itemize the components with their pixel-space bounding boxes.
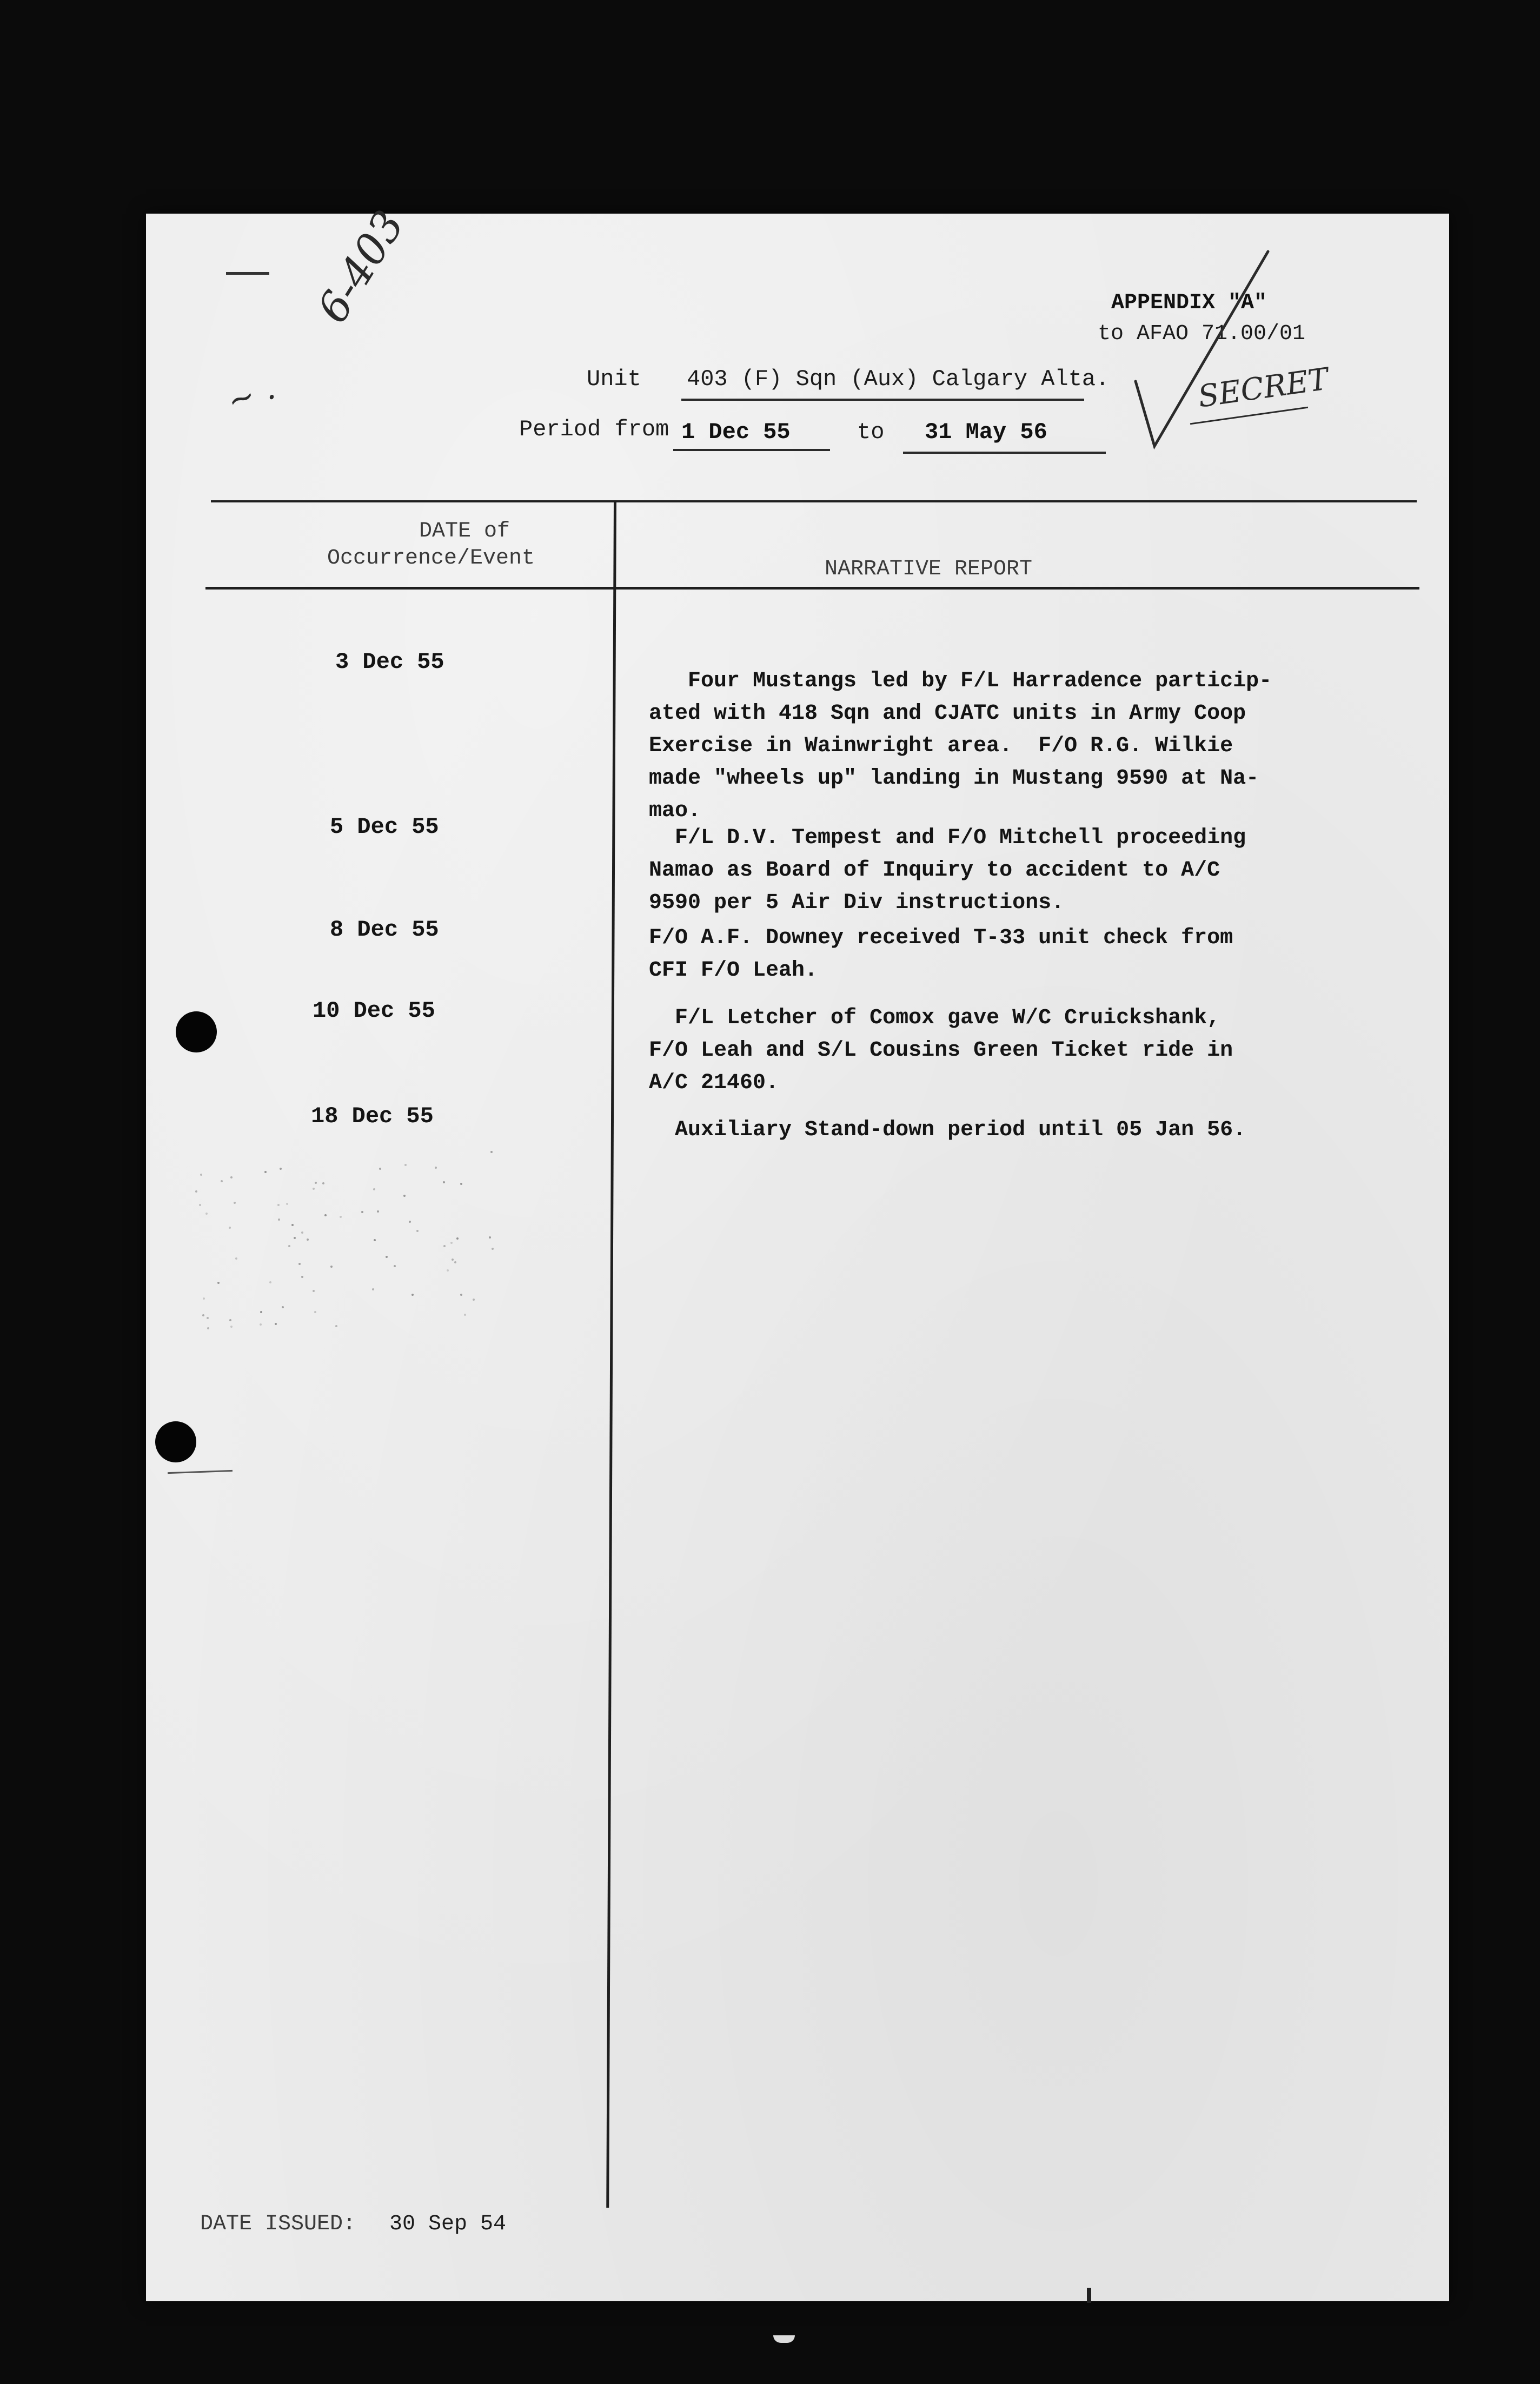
- paper-speck: [221, 1180, 223, 1182]
- paper-speck: [404, 1164, 407, 1166]
- paper-speck: [450, 1242, 453, 1244]
- handwritten-reference: 6-403: [308, 202, 414, 332]
- paper-speck: [490, 1151, 493, 1153]
- paper-speck: [315, 1182, 317, 1184]
- paper-speck: [322, 1182, 324, 1184]
- paper-speck: [409, 1221, 411, 1223]
- paper-speck: [205, 1213, 208, 1215]
- entry-date-3: 8 Dec 55: [330, 917, 439, 943]
- paper-speck: [361, 1211, 363, 1213]
- pencil-mark: [226, 272, 269, 275]
- paper-speck: [229, 1227, 231, 1229]
- paper-speck: [411, 1294, 414, 1296]
- paper-speck: [207, 1317, 209, 1319]
- entry-text-3: F/O A.F. Downey received T-33 unit check from CFI F/O Leah.: [649, 926, 1233, 983]
- paper-speck: [202, 1314, 204, 1316]
- paper-speck: [473, 1299, 475, 1301]
- paper-speck: [454, 1261, 456, 1263]
- entry-text-1: Four Mustangs led by F/L Harradence particip- ated with 418 Sqn and CJATC units in Army Coop Exercise in Wainwright area. F/O R.G. Wilkie made "wheels up" landing in Mustang 9590 at Na- mao.: [649, 669, 1272, 823]
- unit-label: Unit: [587, 366, 641, 392]
- paper-speck: [443, 1181, 445, 1183]
- paper-speck: [307, 1239, 309, 1241]
- paper-speck: [313, 1290, 315, 1292]
- entry-text-2: F/L D.V. Tempest and F/O Mitchell proceeding Namao as Board of Inquiry to accident to A/C 9590 per 5 Air Div instructions.: [649, 826, 1246, 915]
- paper-speck: [443, 1245, 446, 1247]
- paper-speck: [492, 1248, 494, 1250]
- paper-speck: [372, 1288, 374, 1290]
- table-column-divider: [606, 501, 616, 2208]
- paper-speck: [330, 1266, 333, 1268]
- date-issued-value: 30 Sep 54: [389, 2212, 507, 2236]
- film-edge-mark: [773, 2335, 795, 2343]
- paper-speck: [452, 1259, 454, 1261]
- paper-speck: [403, 1195, 406, 1197]
- paper-speck: [394, 1265, 396, 1267]
- binder-hole-top: [176, 1011, 217, 1052]
- paper-speck: [200, 1174, 202, 1176]
- paper-speck: [373, 1188, 375, 1190]
- paper-speck: [278, 1219, 280, 1221]
- paper-speck: [199, 1204, 201, 1206]
- paper-speck: [291, 1224, 294, 1226]
- paper-speck: [456, 1237, 459, 1240]
- paper-speck: [386, 1256, 388, 1258]
- paper-speck: [314, 1311, 316, 1313]
- paper-speck: [203, 1297, 205, 1300]
- unit-value: 403 (F) Sqn (Aux) Calgary Alta.: [687, 366, 1110, 392]
- paper-speck: [234, 1202, 236, 1204]
- entry-date-2: 5 Dec 55: [330, 814, 439, 840]
- paper-speck: [286, 1203, 288, 1205]
- paper-speck: [230, 1326, 233, 1328]
- paper-speck: [288, 1245, 290, 1247]
- paper-speck: [335, 1325, 337, 1327]
- paper-speck: [260, 1311, 262, 1313]
- paper-speck: [229, 1319, 231, 1321]
- paper-speck: [301, 1231, 303, 1234]
- period-to: 31 May 56: [925, 419, 1047, 445]
- paper-speck: [264, 1171, 267, 1173]
- paper-speck: [416, 1230, 419, 1232]
- paper-speck: [235, 1257, 237, 1260]
- paper-speck: [324, 1214, 327, 1216]
- table-header-bottom-rule: [205, 587, 1419, 590]
- handwritten-classification: SECRET: [1196, 361, 1331, 415]
- paper-speck: [230, 1176, 233, 1178]
- paper-speck: [340, 1216, 342, 1218]
- period-to-underline: [903, 452, 1106, 454]
- paper-speck: [301, 1276, 303, 1278]
- period-from-underline: [673, 449, 830, 451]
- handwritten-squiggle: ~ .: [222, 368, 280, 421]
- paper-speck: [460, 1294, 462, 1296]
- period-to-label: to: [857, 419, 885, 445]
- entry-date-1: 3 Dec 55: [335, 649, 444, 675]
- paper-speck: [277, 1204, 280, 1206]
- entry-date-5: 18 Dec 55: [311, 1103, 434, 1129]
- paper-speck: [464, 1314, 466, 1316]
- paper-speck: [269, 1281, 271, 1283]
- date-issued-label: DATE ISSUED:: [200, 2212, 356, 2236]
- stray-mark: [168, 1470, 233, 1474]
- entry-date-4: 10 Dec 55: [313, 998, 435, 1024]
- paper-speck: [207, 1327, 209, 1329]
- entry-text-5: Auxiliary Stand-down period until 05 Jan 56.: [649, 1118, 1246, 1142]
- paper-speck: [195, 1190, 197, 1193]
- paper-speck: [435, 1167, 437, 1169]
- document-page: [146, 202, 1449, 2301]
- paper-speck: [275, 1323, 277, 1325]
- paper-speck: [489, 1236, 491, 1239]
- entry-text-4: F/L Letcher of Comox gave W/C Cruickshank, F/O Leah and S/L Cousins Green Ticket ride in A/C 21460.: [649, 1006, 1233, 1095]
- period-from: 1 Dec 55: [681, 419, 791, 445]
- appendix-reference: to AFAO 71.00/01: [1098, 322, 1306, 346]
- paper-speck: [298, 1263, 301, 1265]
- page-bottom-mark: [1087, 2288, 1091, 2303]
- appendix-title: APPENDIX "A": [1111, 291, 1267, 315]
- period-label: Period from: [519, 416, 669, 442]
- paper-speck: [313, 1188, 315, 1190]
- paper-speck: [280, 1168, 282, 1170]
- paper-speck: [379, 1168, 381, 1170]
- paper-speck: [282, 1306, 284, 1308]
- column-header-report: NARRATIVE REPORT: [825, 557, 1033, 581]
- column-header-date-line1: DATE of: [419, 519, 510, 544]
- paper-speck: [294, 1237, 296, 1239]
- paper-speck: [447, 1269, 449, 1272]
- paper-speck: [260, 1323, 262, 1326]
- binder-hole-bottom: [155, 1421, 196, 1462]
- table-top-rule: [211, 500, 1417, 502]
- unit-underline: [681, 399, 1084, 401]
- paper-speck: [460, 1183, 462, 1185]
- paper-speck: [374, 1239, 376, 1241]
- column-header-date-line2: Occurrence/Event: [327, 546, 535, 571]
- paper-speck: [377, 1210, 379, 1213]
- paper-speck: [217, 1282, 220, 1284]
